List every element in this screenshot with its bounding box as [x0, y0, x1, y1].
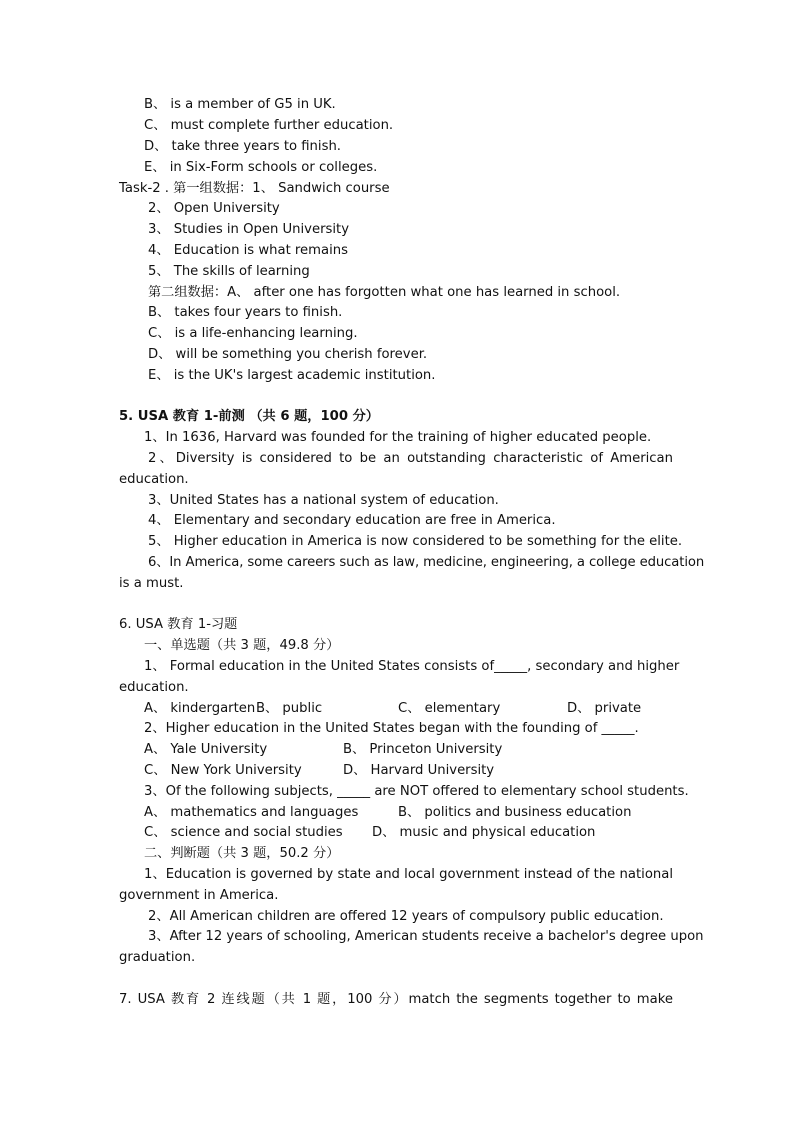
q1-option-d: D、 private — [567, 701, 642, 716]
section5-heading: 5. USA 教育 1-前测 （共 6 题，100 分） — [119, 409, 379, 424]
single-q3: 3、Of the following subjects, _____ are NOT offered to elementary school students. — [144, 784, 689, 799]
section5-q2-line1: 2、Diversity is considered to be an outstanding characteristic of American — [148, 451, 673, 466]
section7-heading: 7. USA 教育 2 连线题（共 1 题，100 分）match the segments together to make — [119, 992, 673, 1007]
task1-option-b: B、 is a member of G5 in UK. — [144, 97, 336, 112]
task2-group2-item: E、 is the UK's largest academic institution. — [148, 368, 436, 383]
section5-q6-line1: 6、In America, some careers such as law, medicine, engineering, a college education — [148, 555, 705, 570]
task2-group1-item: 4、 Education is what remains — [148, 243, 348, 258]
task2-group2-first: 第二组数据：A、 after one has forgotten what one has learned in school. — [148, 285, 621, 300]
task2-group1-item: 5、 The skills of learning — [148, 264, 310, 279]
q2-option-c: C、 New York University — [144, 763, 302, 778]
judge-q1-line1: 1、Education is governed by state and local government instead of the national — [144, 867, 673, 882]
task2-group2-item: C、 is a life-enhancing learning. — [148, 326, 358, 341]
q2-option-d: D、 Harvard University — [343, 763, 495, 778]
judge-q3-line2: graduation. — [119, 950, 196, 965]
q2-option-a: A、 Yale University — [144, 742, 268, 757]
section5-q1: 1、In 1636, Harvard was founded for the training of higher educated people. — [144, 430, 652, 445]
single-choice-heading: 一、单选题（共 3 题，49.8 分） — [144, 638, 340, 653]
section5-q3: 3、United States has a national system of education. — [148, 493, 499, 508]
q3-option-b: B、 politics and business education — [398, 805, 632, 820]
judge-q3-line1: 3、After 12 years of schooling, American students receive a bachelor's degree upon — [148, 929, 704, 944]
q1-option-a: A、 kindergarten — [144, 701, 256, 716]
task1-option-c: C、 must complete further education. — [144, 118, 394, 133]
task2-lead: Task-2 . 第一组数据：1、 Sandwich course — [119, 181, 390, 196]
task2-group1-item: 2、 Open University — [148, 201, 280, 216]
section5-q6-line2: is a must. — [119, 576, 184, 591]
section6-heading: 6. USA 教育 1-习题 — [119, 617, 238, 632]
section5-q2-line2: education. — [119, 472, 189, 487]
task2-group1-item: 3、 Studies in Open University — [148, 222, 350, 237]
judge-q2: 2、All American children are offered 12 years of compulsory public education. — [148, 909, 664, 924]
section5-q4: 4、 Elementary and secondary education are free in America. — [148, 513, 556, 528]
single-q2: 2、Higher education in the United States began with the founding of _____. — [144, 721, 639, 736]
q3-option-c: C、 science and social studies — [144, 825, 343, 840]
single-q1-line1: 1、 Formal education in the United States consists of_____, secondary and higher — [144, 659, 680, 674]
q1-option-b: B、 public — [256, 701, 323, 716]
q3-option-d: D、 music and physical education — [372, 825, 596, 840]
q2-option-b: B、 Princeton University — [343, 742, 503, 757]
task1-option-d: D、 take three years to finish. — [144, 139, 342, 154]
single-q1-line2: education. — [119, 680, 189, 695]
task2-group2-item: B、 takes four years to finish. — [148, 305, 343, 320]
q3-option-a: A、 mathematics and languages — [144, 805, 359, 820]
q1-option-c: C、 elementary — [398, 701, 501, 716]
judge-q1-line2: government in America. — [119, 888, 279, 903]
section5-q5: 5、 Higher education in America is now considered to be something for the elite. — [148, 534, 683, 549]
task1-option-e: E、 in Six-Form schools or colleges. — [144, 160, 378, 175]
task2-group2-item: D、 will be something you cherish forever. — [148, 347, 428, 362]
judge-heading: 二、判断题（共 3 题，50.2 分） — [144, 846, 340, 861]
